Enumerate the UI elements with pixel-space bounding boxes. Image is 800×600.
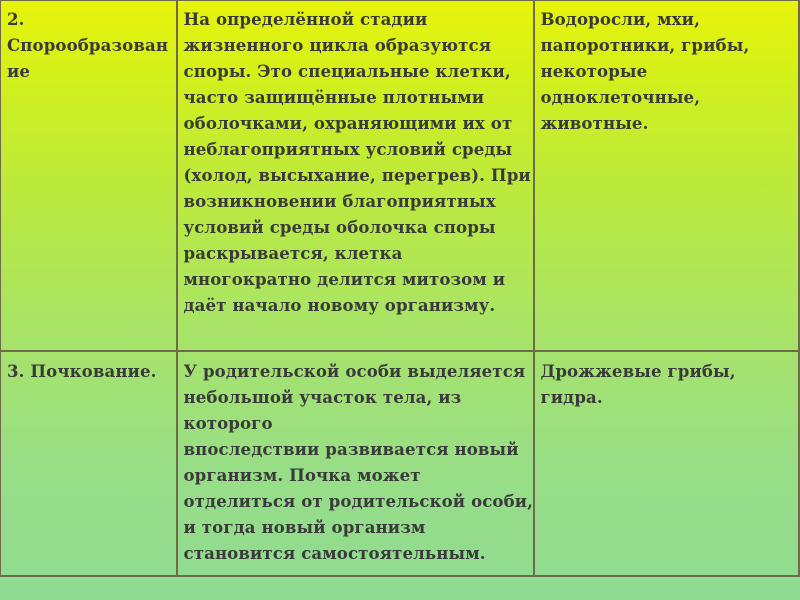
description-line: оболочками, охраняющими их от (183, 113, 513, 133)
description-line: организм. Почка может (183, 465, 421, 485)
description-line: которого (183, 413, 273, 433)
description-line: У родительской особи выделяется (183, 361, 526, 381)
description-line: жизненного цикла образуются (183, 35, 492, 55)
description-line: неблагоприятных условий среды (183, 139, 513, 159)
description-line: раскрывается, клетка (183, 243, 403, 263)
description-line: условий среды оболочка споры (183, 217, 496, 237)
method-cell (1, 351, 177, 576)
example-line: некоторые (540, 61, 648, 81)
examples-cell (534, 1, 800, 352)
example-line: одноклеточные, (540, 87, 701, 107)
description-line: споры. Это специальные клетки, (183, 61, 511, 81)
description-line: отделиться от родительской особи, (183, 491, 534, 511)
description-line: (холод, высыхание, перегрев). При (183, 165, 531, 185)
description-line: небольшой участок тела, из (183, 387, 462, 407)
method-line: ие (7, 61, 31, 81)
description-line: впоследствии развивается новый (183, 439, 519, 459)
example-line: Водоросли, мхи, (540, 9, 700, 29)
example-line: папоротники, грибы, (540, 35, 750, 55)
description-line: возникновении благоприятных (183, 191, 496, 211)
method-line: 2. (7, 9, 25, 29)
description-line: часто защищённые плотными (183, 87, 485, 107)
example-line: животные. (540, 113, 649, 133)
example-line: Дрожжевые грибы, (540, 361, 736, 381)
description-line: становится самостоятельным. (183, 543, 486, 563)
method-line: 3. Почкование. (7, 361, 157, 381)
examples-cell (534, 351, 800, 576)
example-line: гидра. (540, 387, 603, 407)
description-line: На определённой стадии (183, 9, 428, 29)
table-row-sporulation (1, 1, 800, 352)
description-line: даёт начало новому организму. (183, 295, 496, 315)
table-row-budding (1, 351, 800, 576)
description-cell (177, 351, 534, 576)
description-line: многократно делится митозом и (183, 269, 506, 289)
description-cell (177, 1, 534, 352)
method-cell (1, 1, 177, 352)
description-line: и тогда новый организм (183, 517, 426, 537)
method-line: Спорообразован (7, 35, 169, 55)
